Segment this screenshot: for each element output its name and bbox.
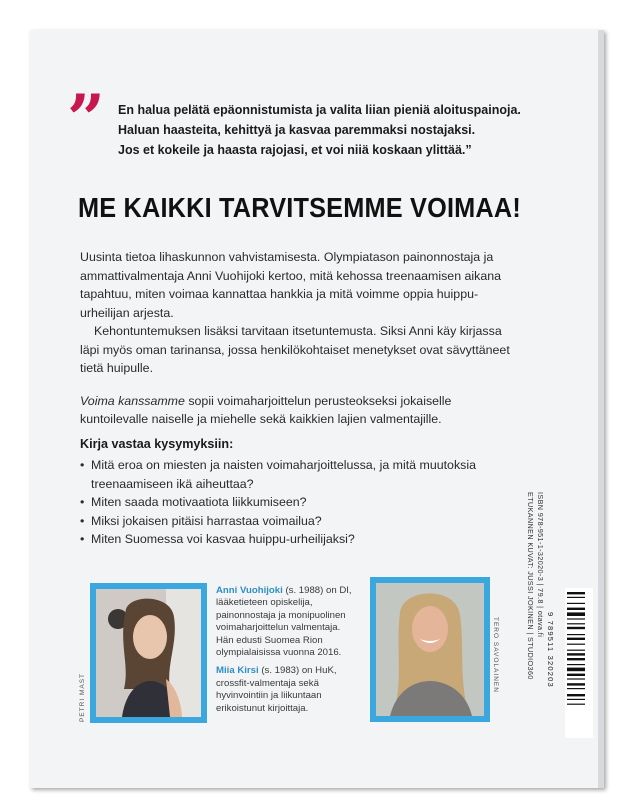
book-title: Voima kanssamme (80, 393, 185, 408)
list-item: • Mitä eroa on miesten ja naisten voimaharjoittelussa, ja mitä muutoksia treenaamiseen ikä aiheuttaa? (80, 456, 510, 493)
list-item: • Miksi jokaisen pitäisi harrastaa voimailua? (80, 512, 510, 531)
portrait-illustration (96, 589, 201, 717)
description-paragraph (80, 392, 520, 429)
author-name: Anni Vuohijoki (216, 585, 283, 596)
photo-credit: PETRI MAST (79, 672, 86, 722)
list-item: • Miten Suomessa voi kasvaa huippu-urheilijaksi? (80, 530, 510, 549)
isbn-line: ISBN 978-951-1-32020-3 | 79.8 | otava.fi (536, 492, 545, 638)
author-photo-anni (90, 583, 207, 723)
quote-mark-icon: ” (67, 80, 105, 158)
author-bio (216, 585, 356, 659)
author-photo-miia (370, 577, 490, 722)
quote-line: Haluan haasteita, kehittyä ja kasvaa paremmaksi nostajaksi. (118, 123, 476, 137)
pull-quote (118, 100, 538, 160)
description-text: sopii voimaharjoittelun perusteokseksi jokaiselle kuntoilevalle naiselle ja miehelle sekä kaikkien lajien valmentajille. (80, 393, 452, 426)
author-bio-text: (s. 1988) on DI, lääketieteen opiskelija, painonnostaja ja monipuolinen voimaharjoittelun valmentaja. Hän edusti Suomea Rion olympialaisissa vuonna 2016. (216, 585, 352, 659)
portrait-illustration (376, 583, 484, 716)
barcode-number: 9 789511 320203 (546, 612, 555, 688)
questions-title: Kirja vastaa kysymyksiin: (80, 437, 234, 451)
quote-line: Jos et kokeile ja haasta rajojasi, et voi niiä koskaan ylittää.” (118, 143, 472, 157)
list-item: • Miten saada motivaatiota liikkumiseen? (80, 493, 510, 512)
publication-info (526, 492, 545, 680)
quote-line: En halua pelätä epäonnistumista ja valita liian pieniä aloituspainoja. (118, 103, 521, 117)
photo-credit: TERO SAVOLAINEN (492, 617, 499, 693)
questions-list (80, 456, 510, 549)
description-paragraph: Kehontuntemuksen lisäksi tarvitaan itsetuntemusta. Siksi Anni käy kirjassa läpi myös oman tarinansa, jossa henkilökohtaiset menetykset ovat sävyttäneet tietä huipulle. (80, 324, 510, 375)
description (80, 248, 520, 429)
author-bio-text: (s. 1983) on HuK, crossfit-valmentaja sekä hyvinvointiin ja liikuntaan erikoistunut kirjoittaja. (216, 665, 337, 714)
headline: ME KAIKKI TARVITSEMME VOIMAA! (78, 192, 521, 223)
barcode-icon (565, 588, 593, 738)
cover-credit-line: ETUKANNEN KUVAT: JUSSI JOKINEN | STUDIO360 (526, 492, 536, 680)
author-name: Miia Kirsi (216, 665, 259, 677)
author-bios (216, 585, 356, 715)
description-paragraph: Uusinta tietoa lihaskunnon vahvistamisesta. Olympiatason painonnostaja ja ammattivalmentaja Anni Vuohijoki kertoo, mitä kehossa treenaamisen aikana tapahtuu, miten voimaa kannattaa hankkia ja mitä voimme oppia huippu-urheilijan arjesta. (80, 250, 502, 320)
author-bio (216, 665, 356, 715)
